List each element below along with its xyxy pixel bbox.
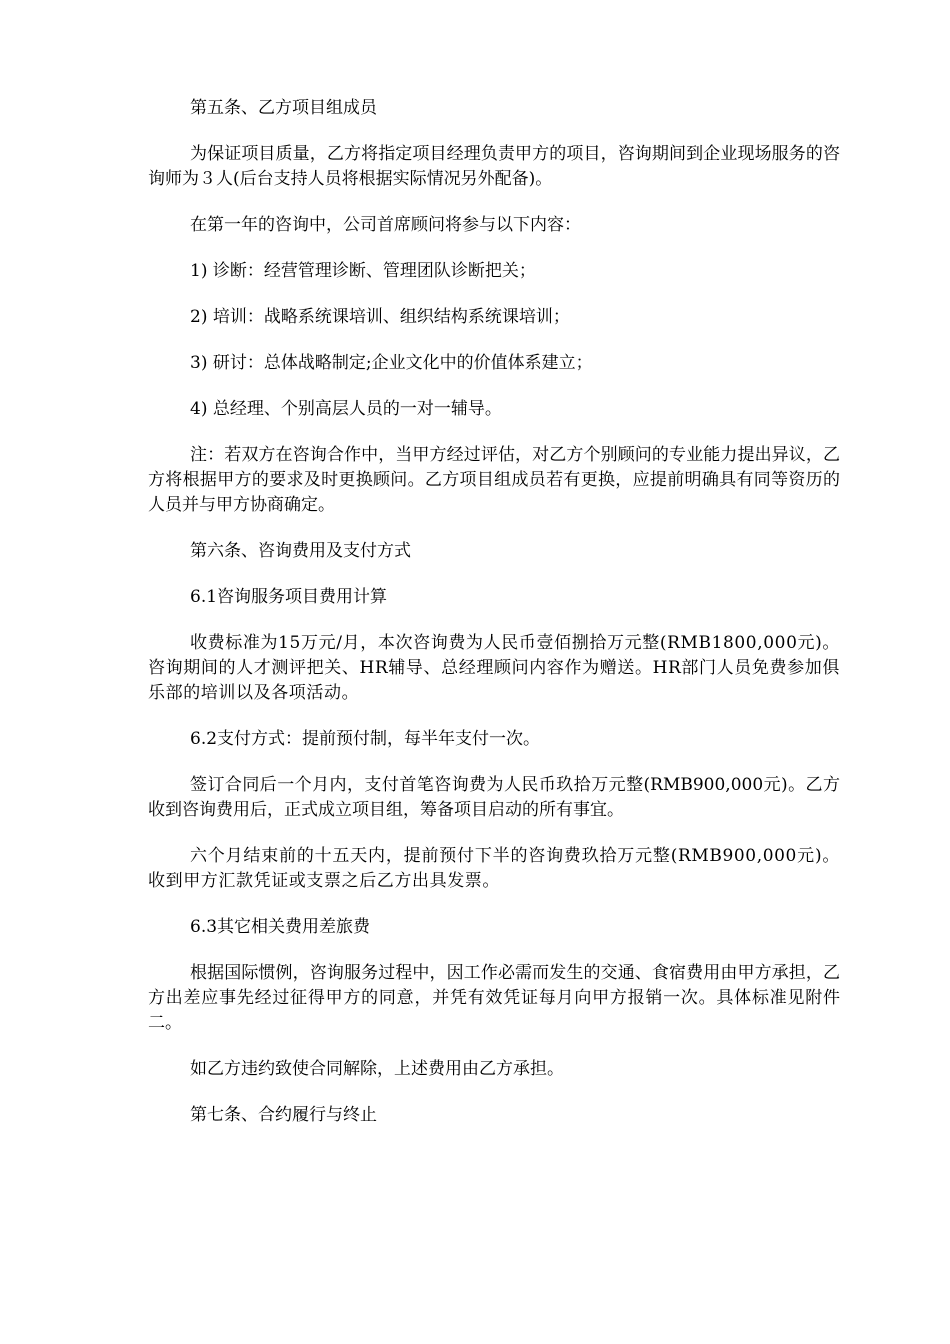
section-6-3-heading: 6.3其它相关费用差旅费	[190, 917, 371, 937]
project-team-paragraph: 为保证项目质量，乙方将指定项目经理负责甲方的项目，咨询期间到企业现场服务的咨询师为３人(后台支持人员将根据实际情况另外配备)。	[148, 144, 840, 189]
section-6-1-heading: 6.1咨询服务项目费用计算	[190, 587, 388, 607]
article-5-heading: 第五条、乙方项目组成员	[190, 98, 377, 118]
chief-advisor-intro: 在第一年的咨询中，公司首席顾问将参与以下内容：	[190, 215, 581, 235]
list-item-coaching: 4) 总经理、个别高层人员的一对一辅导。	[190, 399, 502, 419]
first-payment-paragraph: 签订合同后一个月内，支付首笔咨询费为人民币玖拾万元整(RMB900,000元)。乙方收到咨询费用后，正式成立项目组，筹备项目启动的所有事宜。	[148, 775, 840, 820]
article-7-heading: 第七条、合约履行与终止	[190, 1105, 377, 1125]
section-6-2-heading: 6.2支付方式：提前预付制，每半年支付一次。	[190, 729, 541, 749]
breach-paragraph: 如乙方违约致使合同解除，上述费用由乙方承担。	[190, 1059, 564, 1079]
document-body	[148, 96, 840, 1149]
travel-expense-paragraph: 根据国际惯例，咨询服务过程中，因工作必需而发生的交通、食宿费用由甲方承担，乙方出差应事先经过征得甲方的同意，并凭有效凭证每月向甲方报销一次。具体标准见附件二。	[148, 963, 840, 1033]
note-paragraph: 注：若双方在咨询合作中，当甲方经过评估，对乙方个别顾问的专业能力提出异议，乙方将根据甲方的要求及时更换顾问。乙方项目组成员若有更换，应提前明确具有同等资历的人员并与甲方协商确定。	[148, 445, 840, 515]
list-item-training: 2) 培训：战略系统课培训、组织结构系统课培训；	[190, 307, 570, 327]
list-item-diagnosis: 1) 诊断：经营管理诊断、管理团队诊断把关；	[190, 261, 536, 281]
fee-standard-paragraph: 收费标准为15万元/月，本次咨询费为人民币壹佰捌拾万元整(RMB1800,000元)。咨询期间的人才测评把关、HR辅导、总经理顾问内容作为赠送。HR部门人员免费参加俱乐部的培训以及各项活动。	[148, 633, 840, 703]
article-6-heading: 第六条、咨询费用及支付方式	[190, 541, 411, 561]
second-payment-paragraph: 六个月结束前的十五天内，提前预付下半的咨询费玖拾万元整(RMB900,000元)。收到甲方汇款凭证或支票之后乙方出具发票。	[148, 846, 840, 891]
list-item-discussion: 3) 研讨：总体战略制定;企业文化中的价值体系建立；	[190, 353, 593, 373]
